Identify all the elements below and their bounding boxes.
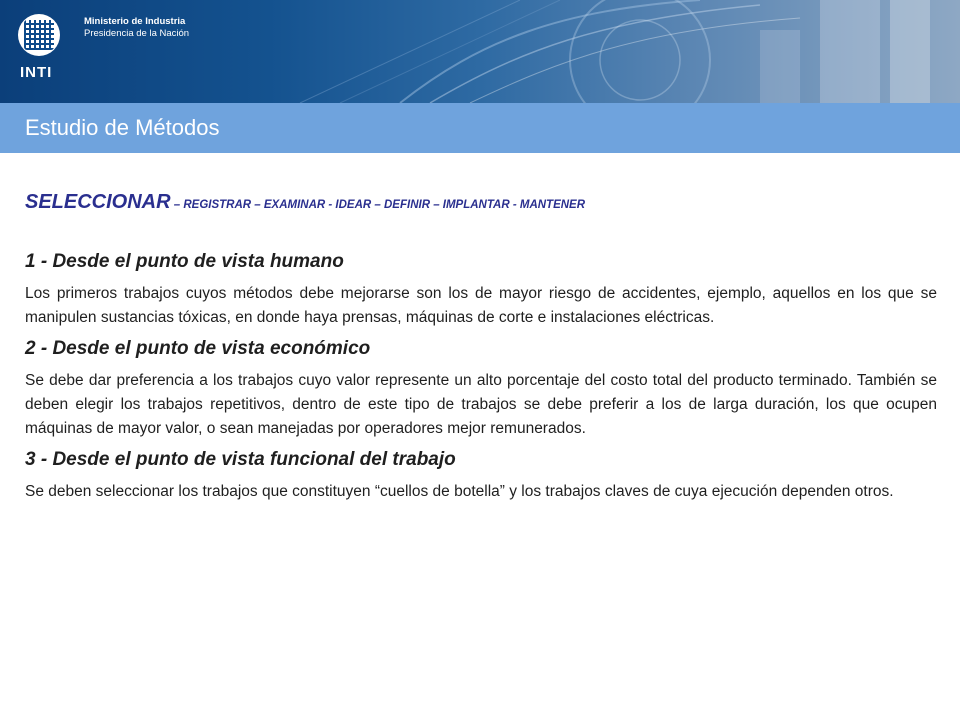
section-body-3: Se deben seleccionar los trabajos que constituyen “cuellos de botella” y los trabajos claves de cuya ejecución dependen otros.	[25, 483, 894, 500]
ministry-line1: Ministerio de Industria	[84, 16, 186, 27]
section-heading-1: 1 - Desde el punto de vista humano	[25, 251, 344, 272]
steps-rest: – REGISTRAR – EXAMINAR - IDEAR – DEFINIR – IMPLANTAR - MANTENER	[170, 199, 586, 211]
slide-title: Estudio de Métodos	[25, 115, 220, 140]
section-heading-3: 3 - Desde el punto de vista funcional del trabajo	[25, 449, 456, 470]
inti-logo-icon	[18, 14, 60, 56]
inti-brand	[18, 14, 218, 94]
header-banner	[0, 0, 960, 103]
step-selected: SELECCIONAR	[25, 191, 171, 213]
slide-title-bar	[0, 103, 960, 153]
section-body-2: Se debe dar preferencia a los trabajos cuyo valor represente un alto porcentaje del costo total del producto terminado. También se deben elegir los trabajos repetitivos, dentro de este tipo de trabajos se debe preferir a los de larga duración, los que ocupen máquinas de mayor valor, o sean manejadas por operadores mejor remunerados.	[25, 372, 937, 437]
ministry-line2: Presidencia de la Nación	[84, 28, 190, 39]
section-heading-2: 2 - Desde el punto de vista económico	[25, 338, 371, 359]
ministry-label	[84, 16, 189, 40]
slide-content	[25, 190, 937, 504]
method-steps	[25, 190, 937, 217]
inti-logo-text: INTI	[20, 64, 53, 81]
section-body-1: Los primeros trabajos cuyos métodos debe mejorarse son los de mayor riesgo de accidentes, ejemplo, aquellos en los que se manipulen sustancias tóxicas, en donde haya prensas, máquinas de corte e instalaciones eléctricas.	[25, 285, 937, 326]
